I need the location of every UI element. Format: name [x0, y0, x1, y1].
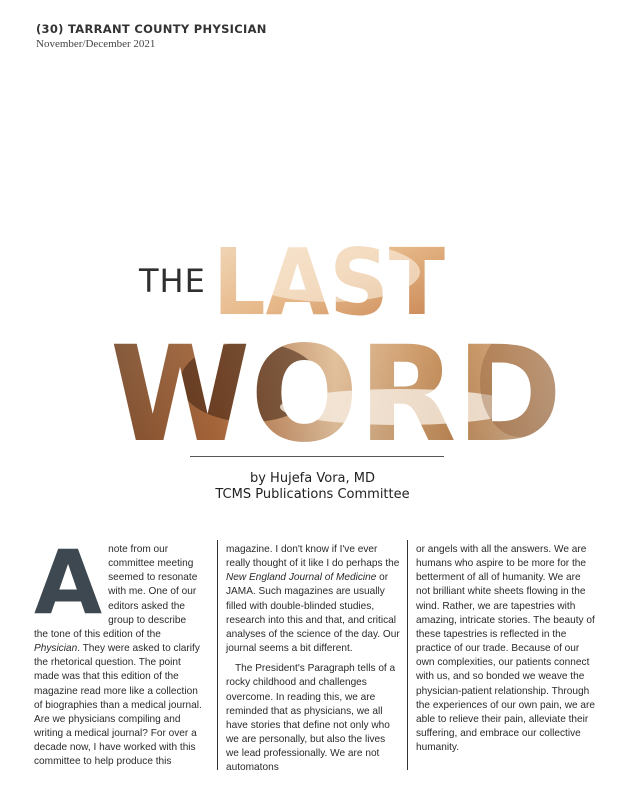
column-divider-1	[217, 540, 218, 770]
title-last: LAST	[213, 232, 446, 336]
byline-author: by Hujefa Vora, MD	[249, 471, 376, 486]
byline-committee: TCMS Publications Committee	[215, 487, 410, 502]
text-line: seemed to resonate	[108, 572, 198, 584]
text-line: note from our	[108, 544, 169, 555]
magazine-header-title: (30) TARRANT COUNTY PHYSICIAN	[36, 22, 267, 36]
text-line: group to describe	[108, 614, 187, 626]
title-the: THE	[139, 262, 206, 300]
paragraph: magazine. I don't know if I've ever really thought of it like I do perhaps the New England Journal of Medicine or JAMA. Such magazines are usually filled with double-blinded studies, research into this and that, and critical analyses of the science of the day. Our journal seems a bit different.	[226, 544, 400, 655]
article-column-1	[34, 531, 204, 770]
text-line: committee meeting	[108, 558, 194, 570]
paragraph: or angels with all the answers. We are humans who aspire to be more for the betterment of all of humanity. We are not brilliant white sheets flowing in the wind. Rather, we are tapestries with amazing, intricate stories. The beauty of these tapestries is reflected in the practice of our trade. Because of our own complexities, our patients connect with us, and so bonded we weave the physician-patient relationship. Through the experiences of our own pain, we are able to relieve their pain, alleviate their suffering, and embrace our collective humanity.	[416, 544, 595, 754]
article-column-2	[226, 543, 400, 776]
title-divider	[190, 456, 444, 457]
drop-cap: A	[34, 531, 103, 634]
paragraph: The President's Paragraph tells of a rocky childhood and challenges overcome. In reading this, we are reminded that as physicians, we all have stories that define not only who we are personally, but also the lives we lead professionally. We are not automatons	[226, 663, 396, 774]
issue-date: November/December 2021	[36, 38, 156, 50]
title-word: WORD	[110, 318, 562, 447]
text-line: with me. One of our	[108, 586, 197, 598]
title-photo-lettering	[100, 232, 570, 447]
article-column-3	[416, 543, 596, 755]
column-divider-2	[407, 540, 408, 770]
paragraph: the tone of this edition of the Physician. They were asked to clarify the rhetorical question. The point made was that this edition of the magazine read more like a collection of biographies than a medical journal. Are we physicians compiling and writing a medical journal? For over a decade now, I have worked with this committee to help produce this	[34, 628, 202, 768]
text-line: editors asked the	[108, 600, 185, 612]
